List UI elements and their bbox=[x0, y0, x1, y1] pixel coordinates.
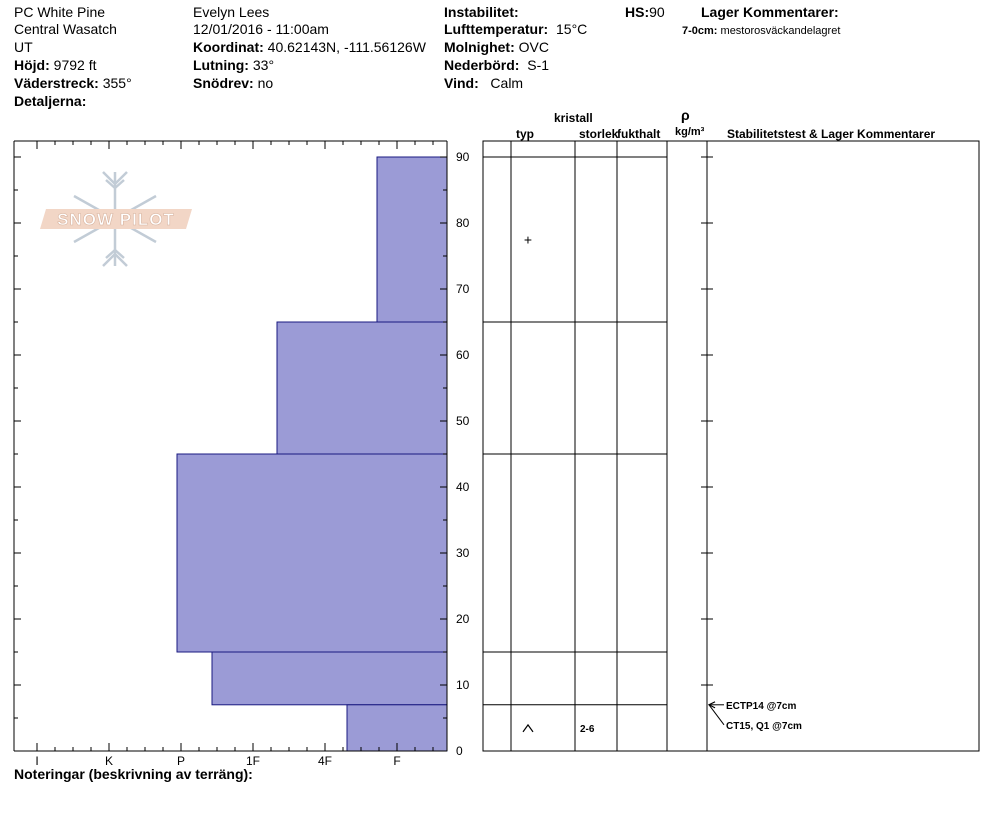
sky-value: OVC bbox=[518, 39, 549, 55]
hardness-tick-label: 1F bbox=[245, 754, 261, 768]
hardness-tick-label: F bbox=[393, 754, 401, 768]
slope-label: Lutning: bbox=[193, 57, 249, 73]
instability-label: Instabilitet: bbox=[444, 4, 519, 20]
notes-label: Noteringar (beskrivning av terräng): bbox=[14, 766, 253, 782]
hs-label: HS: bbox=[625, 4, 650, 20]
column-size: storlek bbox=[579, 127, 619, 141]
depth-tick-labels bbox=[456, 150, 470, 758]
column-type: typ bbox=[516, 127, 534, 141]
coord-value: 40.62143N, -111.56126W bbox=[267, 39, 426, 55]
hardness-tick-label: P bbox=[176, 754, 186, 768]
range-name: Central Wasatch bbox=[14, 21, 117, 37]
hardness-layer-bar bbox=[277, 322, 447, 454]
precip-label: Nederbörd: bbox=[444, 57, 520, 73]
hardness-layer-bar bbox=[212, 652, 447, 705]
hardness-layer-bar bbox=[177, 454, 447, 652]
airtemp-label: Lufttemperatur: bbox=[444, 21, 549, 37]
details-label: Detaljerna: bbox=[14, 93, 87, 109]
crystal-symbol-new-snow: + bbox=[523, 231, 533, 248]
depth-tick-label: 40 bbox=[456, 480, 470, 494]
column-density-unit: kg/m³ bbox=[675, 126, 705, 138]
depth-tick-label: 0 bbox=[456, 744, 463, 758]
grain-size-value: 2-6 bbox=[580, 723, 595, 735]
wind-value: Calm bbox=[490, 75, 524, 91]
logo-banner bbox=[40, 209, 192, 229]
hardness-tick-label: K bbox=[104, 754, 114, 768]
stability-tests bbox=[709, 701, 802, 732]
elevation-value: 9792 ft bbox=[53, 57, 97, 73]
airtemp-value: 15°C bbox=[556, 21, 588, 37]
depth-tick-label: 30 bbox=[456, 546, 470, 560]
stability-test-label: CT15, Q1 @7cm bbox=[726, 720, 802, 732]
table-frame bbox=[483, 141, 979, 751]
depth-tick-label: 60 bbox=[456, 348, 470, 362]
depth-tick-label: 20 bbox=[456, 612, 470, 626]
crystal-symbol-depth-hoar bbox=[523, 725, 533, 732]
depth-tick-label: 50 bbox=[456, 414, 470, 428]
hardness-layer-bar bbox=[377, 157, 447, 322]
elevation-label: Höjd: bbox=[14, 57, 50, 73]
hardness-tick-label: I bbox=[35, 754, 39, 768]
column-moisture: fukthalt bbox=[617, 127, 661, 141]
location-name: PC White Pine bbox=[14, 4, 106, 20]
depth-tick-label: 90 bbox=[456, 150, 470, 164]
layer-comment-text: mestorosväckandelagret bbox=[720, 25, 841, 37]
stability-test-pointer bbox=[709, 705, 724, 725]
coord-label: Koordinat: bbox=[193, 39, 264, 55]
state-name: UT bbox=[14, 39, 33, 55]
sky-label: Molnighet: bbox=[444, 39, 515, 55]
slope-value: 33° bbox=[252, 57, 275, 73]
depth-tick-label: 80 bbox=[456, 216, 470, 230]
logo-text: SNOW PILOT bbox=[57, 210, 175, 229]
column-rho: ρ bbox=[681, 107, 690, 123]
layer-table bbox=[483, 141, 979, 751]
aspect-value: 355° bbox=[102, 75, 132, 91]
hs-value: 90 bbox=[649, 4, 665, 20]
column-stability: Stabilitetstest & Lager Kommentarer bbox=[727, 127, 936, 141]
aspect-label: Väderstreck: bbox=[14, 75, 99, 91]
hardness-tick-label: 4F bbox=[317, 754, 333, 768]
depth-tick-label: 10 bbox=[456, 678, 470, 692]
observer-name: Evelyn Lees bbox=[193, 4, 270, 20]
wind-label: Vind: bbox=[444, 75, 479, 91]
layer-comments-label: Lager Kommentarer: bbox=[701, 4, 839, 20]
column-crystal: kristall bbox=[554, 111, 593, 125]
layer-comment-depth: 7-0cm: bbox=[682, 25, 718, 37]
hardness-layers bbox=[177, 157, 447, 751]
precip-value: S-1 bbox=[527, 57, 550, 73]
depth-tick-label: 70 bbox=[456, 282, 470, 296]
drift-label: Snödrev: bbox=[193, 75, 254, 91]
drift-value: no bbox=[257, 75, 274, 91]
stability-test-label: ECTP14 @7cm bbox=[726, 700, 797, 712]
observation-datetime: 12/01/2016 - 11:00am bbox=[193, 21, 329, 37]
crystal-symbols bbox=[523, 232, 595, 735]
